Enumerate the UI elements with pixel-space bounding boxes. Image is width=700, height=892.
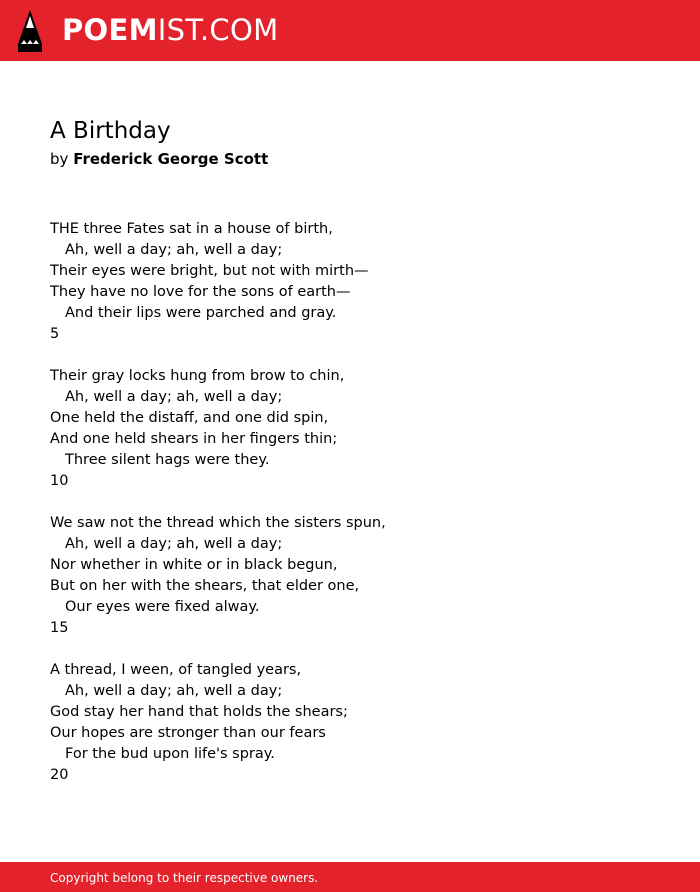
poem-line: Ah, well a day; ah, well a day; [65, 536, 283, 552]
stanza [50, 660, 650, 786]
stanza-gap [50, 345, 650, 366]
site-footer [0, 862, 700, 892]
poem-line: THE three Fates sat in a house of birth, [50, 221, 333, 237]
poem-line: One held the distaff, and one did spin, [50, 410, 329, 426]
stanza-gap [50, 492, 650, 513]
brand-bold: POEM [62, 13, 158, 47]
poem-line: And their lips were parched and gray. [65, 305, 337, 321]
poem-line: Their eyes were bright, but not with mirth— [50, 263, 369, 279]
poem-line: A thread, I ween, of tangled years, [50, 662, 302, 678]
site-header [0, 0, 700, 61]
stanza-gap [50, 639, 650, 660]
by-label: by [50, 150, 69, 168]
line-number: 20 [50, 767, 69, 783]
line-number: 10 [50, 473, 69, 489]
poem-line: And one held shears in her fingers thin; [50, 431, 338, 447]
poem-line: Ah, well a day; ah, well a day; [65, 242, 283, 258]
line-number: 15 [50, 620, 69, 636]
poem-line: Nor whether in white or in black begun, [50, 557, 338, 573]
poem-line: For the bud upon life's spray. [65, 746, 275, 762]
poem-line: Ah, well a day; ah, well a day; [65, 389, 283, 405]
brand-light: IST.COM [157, 13, 279, 47]
poem-body [50, 219, 650, 786]
line-number: 5 [50, 326, 60, 342]
pen-nib-icon[interactable] [16, 10, 44, 52]
poem-line: Their gray locks hung from brow to chin, [50, 368, 345, 384]
stanza [50, 513, 650, 639]
poem-line: Three silent hags were they. [65, 452, 270, 468]
author-name: Frederick George Scott [73, 150, 269, 168]
poem-line: They have no love for the sons of earth— [50, 284, 351, 300]
poem-line: Our hopes are stronger than our fears [50, 725, 326, 741]
copyright-notice: Copyright belong to their respective owners. [50, 871, 319, 885]
poem-line: But on her with the shears, that elder one, [50, 578, 360, 594]
poem-line: God stay her hand that holds the shears; [50, 704, 348, 720]
stanza [50, 366, 650, 492]
byline [50, 149, 268, 169]
poem-line: Our eyes were fixed alway. [65, 599, 260, 615]
stanza [50, 219, 650, 345]
poem-title: A Birthday [50, 118, 171, 144]
poem-line: We saw not the thread which the sisters spun, [50, 515, 386, 531]
site-logo[interactable] [62, 12, 278, 48]
poem-line: Ah, well a day; ah, well a day; [65, 683, 283, 699]
